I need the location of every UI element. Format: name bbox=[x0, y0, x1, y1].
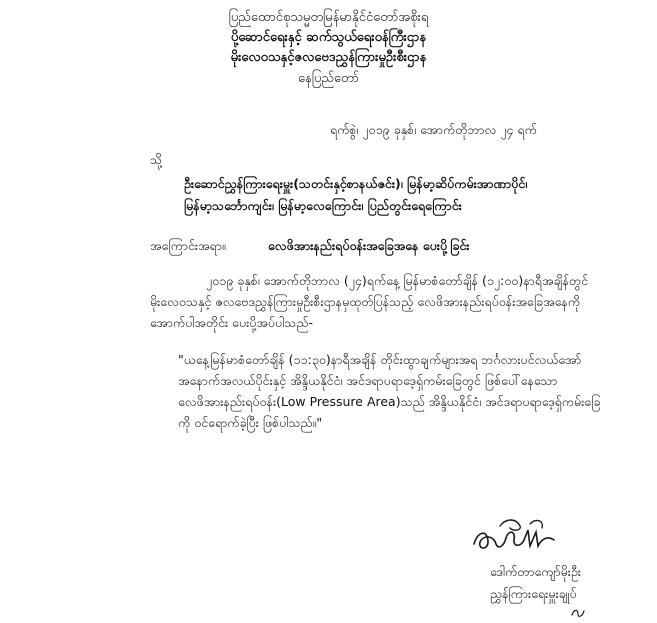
signatory-name: ဒေါက်တာကျော်မိုးဦး bbox=[490, 564, 582, 579]
letterhead-city: နေပြည်တော် bbox=[297, 71, 359, 86]
letterhead-line-2: ပို့ဆောင်ရေးနှင့် ဆက်သွယ်ရေးဝန်ကြီးဌာန bbox=[230, 30, 427, 45]
quote-line-4: ကို ဝင်ရောက်ခဲ့ပြီး ဖြစ်ပါသည်။" bbox=[178, 415, 323, 430]
letterhead-line-1: ပြည်ထောင်စုသမ္မတမြန်မာနိုင်ငံတော်အစိုးရ bbox=[228, 10, 429, 25]
to-label: သို့ bbox=[150, 152, 163, 167]
body-line-2: မိုးလေဝသနှင့် ဇလဗေဒညွှန်ကြားမှုဦးစီးဌာနမှထုတ်ပြန်သည့် လေဖိအားနည်းရပ်ဝန်းအခြေအနေကို bbox=[150, 294, 581, 309]
letter-date: ရက်စွဲ၊ ၂၀၁၉ ခုနှစ်၊ အောက်တိုဘာလ ၂၄ ရက် bbox=[330, 122, 537, 137]
body-line-3: အောက်ပါအတိုင်း ပေးပို့အပ်ပါသည်- bbox=[150, 315, 313, 330]
recipient-line-2: မြန်မာ့သင်္ဘောကျင်း၊ မြန်မာ့လေကြောင်း၊ ပြည်တွင်းရေကြောင်း bbox=[184, 198, 462, 213]
signatory-title: ညွှန်ကြားရေးမှူးချုပ် bbox=[490, 586, 577, 601]
quote-line-2: အနောက်အလယ်ပိုင်းနှင့် အိန္ဒိယနိုင်ငံ၊ အင်ဒရာပရာဒေ့ရှ်ကမ်းခြေတွင် ဖြစ်ပေါ်နေသော bbox=[178, 373, 558, 388]
subject-text: လေဖိအားနည်းရပ်ဝန်းအခြေအနေ ပေးပို့ခြင်း bbox=[268, 238, 470, 253]
subject-label: အကြောင်းအရာ။ bbox=[150, 238, 226, 253]
initial-mark bbox=[570, 604, 586, 616]
body-line-1: ၂၀၁၉ ခုနှစ်၊ အောက်တိုဘာလ (၂၄)ရက်နေ့ မြန်မာစံတော်ချိန် (၁၂:၀၀)နာရီအချိန်တွင် bbox=[206, 273, 589, 288]
recipient-line-1: ဦးဆောင်ညွှန်ကြားရေးမှူး(သတင်းနှင့်စာနယ်ဇင်း)၊ မြန်မာ့ဆိပ်ကမ်းအာဏာပိုင်၊ bbox=[184, 176, 528, 191]
letterhead-line-3: မိုးလေဝသနှင့်ဇလဗေဒညွှန်ကြားမှုဦးစီးဌာန bbox=[230, 50, 427, 65]
handwritten-signature bbox=[470, 516, 560, 558]
quote-line-1: "ယနေ့မြန်မာစံတော်ချိန် (၁၁:၃၀)နာရီအချိန် တိုင်းထွာချက်များအရ ဘင်္ဂလားပင်လယ်အော် bbox=[178, 352, 582, 367]
quote-line-3: လေဖိအားနည်းရပ်ဝန်း(Low Pressure Area)သည် အိန္ဒိယနိုင်ငံ၊ အင်ဒရာပရာဒေ့ရှ်ကမ်းခြေ bbox=[178, 394, 601, 409]
